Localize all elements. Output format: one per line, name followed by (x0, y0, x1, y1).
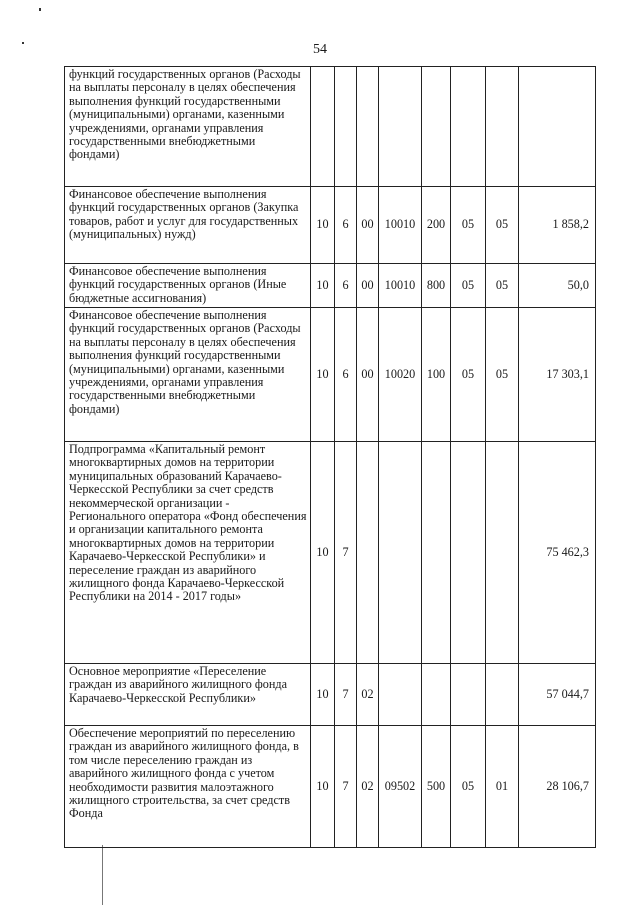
row-name: Финансовое обеспечение выполнения функций государственных органов (Закупка товаров, работ и услуг для государственных (муниципальных) нужд) (65, 187, 311, 264)
cell-expense-type: 100 (422, 308, 451, 442)
cell-amount (519, 67, 596, 187)
cell-target-code: 09502 (379, 726, 422, 848)
cell-section: 6 (335, 308, 357, 442)
cell-razdel (451, 442, 486, 664)
cell-razdel (451, 67, 486, 187)
cell-section: 7 (335, 664, 357, 726)
table-row (65, 664, 596, 726)
row-name: Финансовое обеспечение выполнения функций государственных органов (Расходы на выплаты персоналу в целях обеспечения выполнения функций государственными (муниципальными) органами, казенными учреждениями, органами управления государственными внебюджетными фондами) (65, 308, 311, 442)
table-row (65, 442, 596, 664)
cell-section (335, 67, 357, 187)
cell-target-code: 10010 (379, 187, 422, 264)
cell-section: 6 (335, 264, 357, 308)
cell-subsection (357, 67, 379, 187)
cell-expense-type: 800 (422, 264, 451, 308)
table-row (65, 187, 596, 264)
row-name: Подпрограмма «Капитальный ремонт многоквартирных домов на территории муниципальных образований Карачаево-Черкесской Республики за счет средств некоммерческой организации - Регионального оператора «Фонд обеспечения и организации капитального ремонта многоквартирных домов на территории Карачаево-Черкесской Республики» и переселение граждан из аварийного жилищного фонда Карачаево-Черкесской Республики на 2014 - 2017 годы» (65, 442, 311, 664)
cell-amount: 1 858,2 (519, 187, 596, 264)
cell-subsection: 02 (357, 664, 379, 726)
cell-expense-type: 200 (422, 187, 451, 264)
cell-target-code (379, 67, 422, 187)
cell-target-code (379, 442, 422, 664)
cell-amount: 75 462,3 (519, 442, 596, 664)
cell-subsection: 00 (357, 308, 379, 442)
cell-razdel: 05 (451, 187, 486, 264)
page-number: 54 (313, 42, 327, 57)
cell-razdel (451, 664, 486, 726)
cell-subsection (357, 442, 379, 664)
cell-ministry: 10 (311, 664, 335, 726)
cell-podrazdel: 05 (486, 264, 519, 308)
cell-podrazdel (486, 442, 519, 664)
cell-ministry: 10 (311, 442, 335, 664)
cell-podrazdel (486, 664, 519, 726)
row-name: Обеспечение мероприятий по переселению граждан из аварийного жилищного фонда, в том числе переселению граждан из аварийного жилищного фонда с учетом необходимости развития малоэтажного жилищного строительства, за счет средств Фонда (65, 726, 311, 848)
scan-line (102, 845, 103, 905)
cell-expense-type (422, 664, 451, 726)
cell-razdel: 05 (451, 726, 486, 848)
cell-section: 7 (335, 442, 357, 664)
row-name: функций государственных органов (Расходы на выплаты персоналу в целях обеспечения выполнения функций государственными (муниципальными) органами, казенными учреждениями, органами управления государственными внебюджетными фондами) (65, 67, 311, 187)
budget-table (64, 66, 596, 848)
cell-amount: 50,0 (519, 264, 596, 308)
cell-expense-type (422, 67, 451, 187)
cell-section: 6 (335, 187, 357, 264)
table-row (65, 726, 596, 848)
cell-subsection: 00 (357, 264, 379, 308)
row-name: Основное мероприятие «Переселение граждан из аварийного жилищного фонда Карачаево-Черкесской Республики» (65, 664, 311, 726)
table-row (65, 264, 596, 308)
cell-section: 7 (335, 726, 357, 848)
cell-expense-type (422, 442, 451, 664)
cell-ministry: 10 (311, 187, 335, 264)
cell-expense-type: 500 (422, 726, 451, 848)
cell-podrazdel: 05 (486, 308, 519, 442)
scan-dot (39, 8, 41, 11)
cell-ministry: 10 (311, 726, 335, 848)
cell-ministry: 10 (311, 308, 335, 442)
cell-ministry (311, 67, 335, 187)
row-name: Финансовое обеспечение выполнения функций государственных органов (Иные бюджетные ассигнования) (65, 264, 311, 308)
cell-amount: 57 044,7 (519, 664, 596, 726)
cell-podrazdel: 05 (486, 187, 519, 264)
table-row (65, 308, 596, 442)
cell-podrazdel: 01 (486, 726, 519, 848)
cell-target-code (379, 664, 422, 726)
cell-amount: 28 106,7 (519, 726, 596, 848)
cell-razdel: 05 (451, 264, 486, 308)
cell-ministry: 10 (311, 264, 335, 308)
cell-target-code: 10010 (379, 264, 422, 308)
cell-subsection: 00 (357, 187, 379, 264)
cell-amount: 17 303,1 (519, 308, 596, 442)
cell-target-code: 10020 (379, 308, 422, 442)
cell-podrazdel (486, 67, 519, 187)
cell-razdel: 05 (451, 308, 486, 442)
cell-subsection: 02 (357, 726, 379, 848)
table-row (65, 67, 596, 187)
